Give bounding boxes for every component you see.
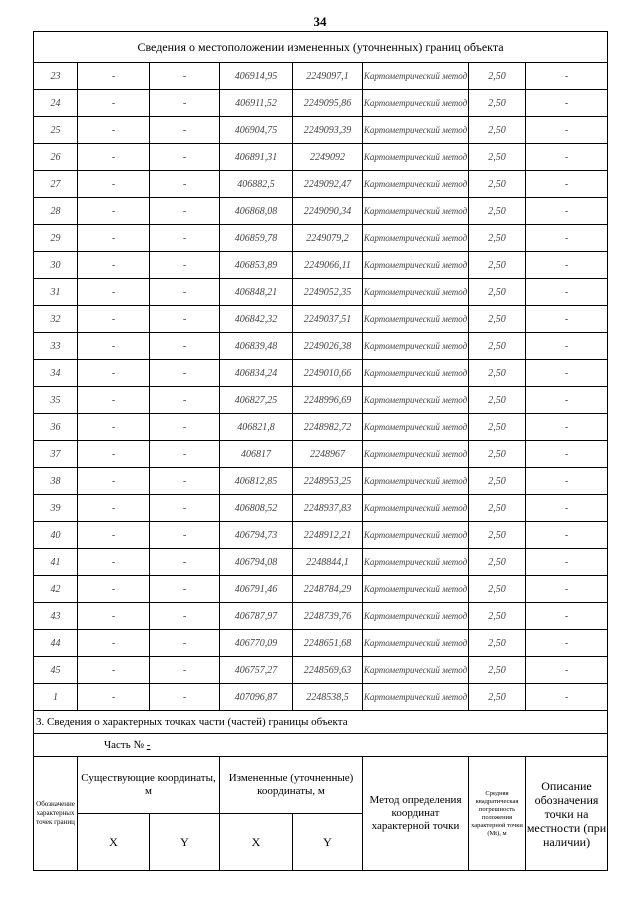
cell-existing-x: -: [78, 522, 150, 549]
cell-point-number: 43: [34, 603, 78, 630]
cell-existing-y: -: [150, 279, 220, 306]
cell-method: Картометрический метод: [363, 414, 469, 441]
boundary-table: [33, 31, 608, 871]
part-label: Часть №: [104, 739, 144, 751]
header-new-x: X: [220, 814, 293, 871]
cell-new-x: 406839,48: [220, 333, 293, 360]
cell-new-x: 406842,32: [220, 306, 293, 333]
cell-accuracy: 2,50: [469, 468, 526, 495]
cell-description: -: [526, 603, 608, 630]
cell-new-x: 406827,25: [220, 387, 293, 414]
cell-description: -: [526, 63, 608, 90]
cell-point-number: 42: [34, 576, 78, 603]
cell-point-number: 33: [34, 333, 78, 360]
cell-existing-y: -: [150, 252, 220, 279]
header-point: Обозначение характерных точек границ: [34, 757, 78, 871]
cell-description: -: [526, 414, 608, 441]
table-row: [34, 279, 608, 306]
cell-description: -: [526, 630, 608, 657]
cell-accuracy: 2,50: [469, 495, 526, 522]
table-row: [34, 333, 608, 360]
cell-point-number: 30: [34, 252, 78, 279]
cell-new-y: 2249066,11: [293, 252, 363, 279]
cell-existing-x: -: [78, 495, 150, 522]
cell-method: Картометрический метод: [363, 279, 469, 306]
cell-existing-y: -: [150, 414, 220, 441]
cell-accuracy: 2,50: [469, 252, 526, 279]
cell-method: Картометрический метод: [363, 387, 469, 414]
cell-method: Картометрический метод: [363, 306, 469, 333]
cell-point-number: 32: [34, 306, 78, 333]
cell-point-number: 37: [34, 441, 78, 468]
cell-existing-y: -: [150, 657, 220, 684]
table-row: [34, 198, 608, 225]
cell-existing-y: -: [150, 117, 220, 144]
cell-point-number: 28: [34, 198, 78, 225]
cell-existing-y: -: [150, 549, 220, 576]
cell-point-number: 26: [34, 144, 78, 171]
cell-accuracy: 2,50: [469, 441, 526, 468]
cell-existing-x: -: [78, 684, 150, 711]
section-title: Сведения о местоположении измененных (уточненных) границ объекта: [34, 32, 608, 63]
cell-existing-x: -: [78, 630, 150, 657]
cell-new-x: 406853,89: [220, 252, 293, 279]
cell-existing-x: -: [78, 603, 150, 630]
cell-new-y: 2249092,47: [293, 171, 363, 198]
cell-new-y: 2248739,76: [293, 603, 363, 630]
cell-existing-x: -: [78, 333, 150, 360]
part-cell: [34, 734, 608, 757]
cell-method: Картометрический метод: [363, 522, 469, 549]
cell-point-number: 44: [34, 630, 78, 657]
table-row: [34, 657, 608, 684]
cell-method: Картометрический метод: [363, 252, 469, 279]
table-row: [34, 441, 608, 468]
table-row: [34, 495, 608, 522]
cell-description: -: [526, 657, 608, 684]
cell-description: -: [526, 279, 608, 306]
part-number: -: [146, 739, 151, 751]
cell-new-x: 406812,85: [220, 468, 293, 495]
cell-new-x: 406791,46: [220, 576, 293, 603]
table-row: [34, 414, 608, 441]
cell-description: -: [526, 171, 608, 198]
cell-new-x: 406868,08: [220, 198, 293, 225]
cell-method: Картометрический метод: [363, 657, 469, 684]
cell-accuracy: 2,50: [469, 360, 526, 387]
cell-existing-y: -: [150, 576, 220, 603]
cell-existing-y: -: [150, 171, 220, 198]
cell-new-y: 2248967: [293, 441, 363, 468]
cell-new-y: 2249079,2: [293, 225, 363, 252]
cell-description: -: [526, 252, 608, 279]
cell-description: -: [526, 495, 608, 522]
header-existing: Существующие координаты, м: [78, 757, 220, 814]
cell-accuracy: 2,50: [469, 684, 526, 711]
cell-accuracy: 2,50: [469, 144, 526, 171]
cell-accuracy: 2,50: [469, 576, 526, 603]
table-row: [34, 387, 608, 414]
cell-existing-x: -: [78, 90, 150, 117]
cell-point-number: 36: [34, 414, 78, 441]
cell-point-number: 29: [34, 225, 78, 252]
cell-new-x: 406891,31: [220, 144, 293, 171]
cell-existing-x: -: [78, 414, 150, 441]
cell-point-number: 1: [34, 684, 78, 711]
section-title-row: [34, 32, 608, 63]
cell-new-x: 406787,97: [220, 603, 293, 630]
table-row: [34, 63, 608, 90]
cell-existing-y: -: [150, 144, 220, 171]
cell-accuracy: 2,50: [469, 117, 526, 144]
cell-method: Картометрический метод: [363, 360, 469, 387]
table-row: [34, 576, 608, 603]
cell-existing-y: -: [150, 198, 220, 225]
page-number: 34: [313, 14, 327, 29]
section3-title: 3. Сведения о характерных точках части (частей) границы объекта: [34, 711, 608, 734]
table-row: [34, 171, 608, 198]
cell-point-number: 35: [34, 387, 78, 414]
cell-existing-y: -: [150, 630, 220, 657]
table-row: [34, 549, 608, 576]
cell-accuracy: 2,50: [469, 603, 526, 630]
header-existing-y: Y: [150, 814, 220, 871]
cell-new-x: 406848,21: [220, 279, 293, 306]
cell-new-y: 2248912,21: [293, 522, 363, 549]
cell-method: Картометрический метод: [363, 468, 469, 495]
cell-new-y: 2249090,34: [293, 198, 363, 225]
table-row: [34, 684, 608, 711]
cell-method: Картометрический метод: [363, 144, 469, 171]
cell-description: -: [526, 468, 608, 495]
cell-point-number: 25: [34, 117, 78, 144]
header-method: Метод определения координат характерной точки: [363, 757, 469, 871]
cell-point-number: 39: [34, 495, 78, 522]
cell-new-y: 2249097,1: [293, 63, 363, 90]
cell-existing-y: -: [150, 90, 220, 117]
part-row: [34, 734, 608, 757]
cell-existing-y: -: [150, 360, 220, 387]
cell-new-x: 406770,09: [220, 630, 293, 657]
cell-new-y: 2249092: [293, 144, 363, 171]
cell-existing-y: -: [150, 63, 220, 90]
cell-description: -: [526, 360, 608, 387]
table-row: [34, 117, 608, 144]
cell-description: -: [526, 522, 608, 549]
cell-new-y: 2248569,63: [293, 657, 363, 684]
cell-new-y: 2248784,29: [293, 576, 363, 603]
cell-existing-y: -: [150, 468, 220, 495]
cell-description: -: [526, 225, 608, 252]
cell-point-number: 31: [34, 279, 78, 306]
cell-method: Картометрический метод: [363, 603, 469, 630]
cell-method: Картометрический метод: [363, 198, 469, 225]
cell-new-x: 406821,8: [220, 414, 293, 441]
cell-new-y: 2249010,66: [293, 360, 363, 387]
cell-existing-x: -: [78, 306, 150, 333]
cell-point-number: 24: [34, 90, 78, 117]
cell-new-x: 406757,27: [220, 657, 293, 684]
cell-accuracy: 2,50: [469, 657, 526, 684]
table-row: [34, 306, 608, 333]
cell-new-x: 406882,5: [220, 171, 293, 198]
cell-new-y: 2248982,72: [293, 414, 363, 441]
table-row: [34, 468, 608, 495]
header-accuracy: Средняя квадратическая погрешность положения характерной точки (Mt), м: [469, 757, 526, 871]
cell-description: -: [526, 387, 608, 414]
cell-method: Картометрический метод: [363, 495, 469, 522]
header-description: Описание обозначения точки на местности (при наличии): [526, 757, 608, 871]
cell-description: -: [526, 306, 608, 333]
cell-existing-y: -: [150, 441, 220, 468]
cell-accuracy: 2,50: [469, 387, 526, 414]
cell-existing-x: -: [78, 144, 150, 171]
cell-description: -: [526, 549, 608, 576]
cell-description: -: [526, 90, 608, 117]
cell-new-y: 2248538,5: [293, 684, 363, 711]
cell-existing-x: -: [78, 63, 150, 90]
cell-method: Картометрический метод: [363, 684, 469, 711]
cell-new-x: 406817: [220, 441, 293, 468]
cell-new-y: 2249052,35: [293, 279, 363, 306]
cell-point-number: 40: [34, 522, 78, 549]
section3-title-row: [34, 711, 608, 734]
cell-method: Картометрический метод: [363, 171, 469, 198]
cell-accuracy: 2,50: [469, 414, 526, 441]
cell-accuracy: 2,50: [469, 333, 526, 360]
cell-existing-y: -: [150, 333, 220, 360]
cell-new-y: 2248651,68: [293, 630, 363, 657]
cell-point-number: 38: [34, 468, 78, 495]
cell-new-x: 406808,52: [220, 495, 293, 522]
header-existing-x: X: [78, 814, 150, 871]
cell-method: Картометрический метод: [363, 576, 469, 603]
cell-new-x: 406914,95: [220, 63, 293, 90]
cell-new-y: 2249093,39: [293, 117, 363, 144]
cell-existing-x: -: [78, 117, 150, 144]
cell-new-x: 407096,87: [220, 684, 293, 711]
cell-method: Картометрический метод: [363, 549, 469, 576]
cell-method: Картометрический метод: [363, 225, 469, 252]
cell-new-x: 406794,73: [220, 522, 293, 549]
cell-new-y: 2249037,51: [293, 306, 363, 333]
table-row: [34, 522, 608, 549]
cell-method: Картометрический метод: [363, 333, 469, 360]
cell-accuracy: 2,50: [469, 90, 526, 117]
cell-point-number: 45: [34, 657, 78, 684]
cell-existing-y: -: [150, 684, 220, 711]
table-row: [34, 90, 608, 117]
cell-point-number: 23: [34, 63, 78, 90]
cell-existing-x: -: [78, 360, 150, 387]
cell-new-y: 2248953,25: [293, 468, 363, 495]
cell-accuracy: 2,50: [469, 549, 526, 576]
cell-existing-x: -: [78, 279, 150, 306]
cell-existing-x: -: [78, 576, 150, 603]
cell-point-number: 34: [34, 360, 78, 387]
cell-new-x: 406904,75: [220, 117, 293, 144]
cell-description: -: [526, 576, 608, 603]
cell-accuracy: 2,50: [469, 306, 526, 333]
cell-existing-y: -: [150, 522, 220, 549]
cell-new-x: 406859,78: [220, 225, 293, 252]
cell-accuracy: 2,50: [469, 63, 526, 90]
cell-description: -: [526, 144, 608, 171]
cell-existing-x: -: [78, 171, 150, 198]
table-row: [34, 225, 608, 252]
table-row: [34, 144, 608, 171]
cell-existing-x: -: [78, 387, 150, 414]
cell-point-number: 27: [34, 171, 78, 198]
cell-description: -: [526, 684, 608, 711]
cell-existing-y: -: [150, 387, 220, 414]
table-row: [34, 630, 608, 657]
cell-description: -: [526, 441, 608, 468]
table-row: [34, 603, 608, 630]
cell-new-y: 2248937,83: [293, 495, 363, 522]
cell-method: Картометрический метод: [363, 630, 469, 657]
cell-existing-x: -: [78, 549, 150, 576]
cell-accuracy: 2,50: [469, 198, 526, 225]
cell-existing-x: -: [78, 441, 150, 468]
cell-new-y: 2248996,69: [293, 387, 363, 414]
header-new: Измененные (уточненные) координаты, м: [220, 757, 363, 814]
cell-existing-y: -: [150, 225, 220, 252]
cell-description: -: [526, 198, 608, 225]
cell-method: Картометрический метод: [363, 117, 469, 144]
cell-existing-x: -: [78, 198, 150, 225]
cell-accuracy: 2,50: [469, 630, 526, 657]
cell-existing-y: -: [150, 306, 220, 333]
cell-existing-y: -: [150, 495, 220, 522]
cell-point-number: 41: [34, 549, 78, 576]
cell-existing-x: -: [78, 225, 150, 252]
cell-new-y: 2249026,38: [293, 333, 363, 360]
cell-new-x: 406834,24: [220, 360, 293, 387]
cell-method: Картометрический метод: [363, 63, 469, 90]
cell-existing-x: -: [78, 657, 150, 684]
cell-new-x: 406911,52: [220, 90, 293, 117]
cell-description: -: [526, 333, 608, 360]
cell-method: Картометрический метод: [363, 441, 469, 468]
cell-existing-x: -: [78, 468, 150, 495]
table-row: [34, 360, 608, 387]
cell-description: -: [526, 117, 608, 144]
cell-existing-x: -: [78, 252, 150, 279]
cell-accuracy: 2,50: [469, 522, 526, 549]
header-new-y: Y: [293, 814, 363, 871]
cell-accuracy: 2,50: [469, 225, 526, 252]
cell-accuracy: 2,50: [469, 279, 526, 306]
header-row-top: [34, 757, 608, 814]
cell-method: Картометрический метод: [363, 90, 469, 117]
cell-new-y: 2249095,86: [293, 90, 363, 117]
cell-new-y: 2248844,1: [293, 549, 363, 576]
cell-accuracy: 2,50: [469, 171, 526, 198]
cell-new-x: 406794,08: [220, 549, 293, 576]
cell-existing-y: -: [150, 603, 220, 630]
table-row: [34, 252, 608, 279]
